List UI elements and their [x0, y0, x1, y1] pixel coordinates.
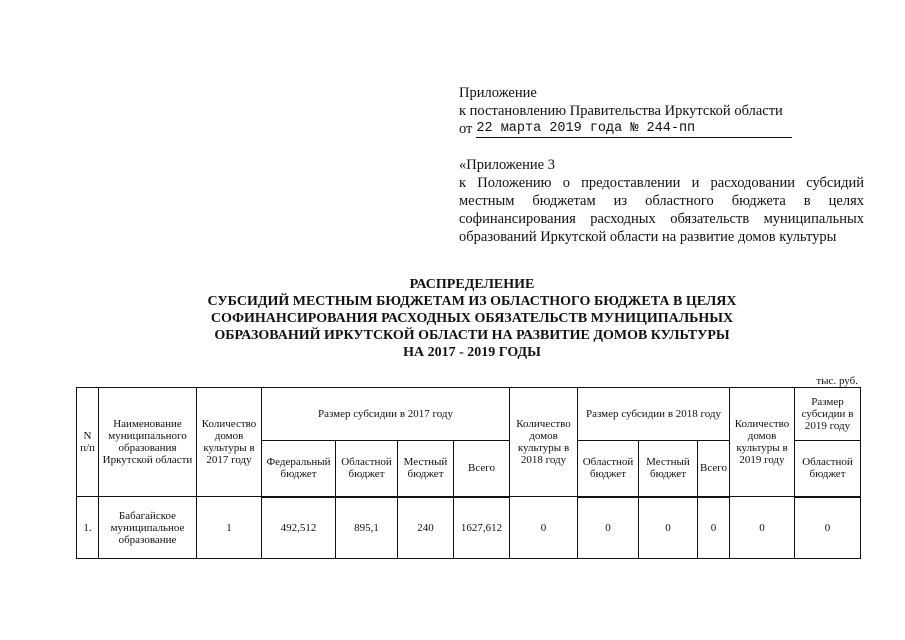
cell-regional-2017: 895,1	[336, 497, 398, 559]
cell-municipality: Бабагайское муниципальное образование	[99, 497, 197, 559]
cell-regional-2019: 0	[795, 497, 861, 559]
cell-count-2018: 0	[510, 497, 578, 559]
cell-local-2017: 240	[398, 497, 454, 559]
appendix-3-line: местным бюджетам из областного бюджета в целях	[459, 193, 864, 209]
title-line: ОБРАЗОВАНИЙ ИРКУТСКОЙ ОБЛАСТИ НА РАЗВИТИЕ ДОМОВ КУЛЬТУРЫ	[214, 328, 730, 343]
appendix-3-line: образований Иркутской области на развитие домов культуры	[459, 229, 837, 245]
appendix-date-line	[459, 120, 869, 138]
cell-count-2017: 1	[197, 497, 262, 559]
header-subsidy-2019: Размер субсидии в 2019 году	[795, 388, 861, 441]
decree-date: 22 марта 2019 года № 244-пп	[476, 121, 792, 138]
cell-regional-2018: 0	[578, 497, 639, 559]
table-row	[77, 497, 861, 559]
document-title	[120, 276, 824, 361]
header-regional-2017: Областной бюджет	[336, 441, 398, 497]
header-regional-2019: Областной бюджет	[795, 441, 861, 497]
title-line: СОФИНАНСИРОВАНИЯ РАСХОДНЫХ ОБЯЗАТЕЛЬСТВ МУНИЦИПАЛЬНЫХ	[210, 311, 734, 326]
header-total-2017: Всего	[454, 441, 510, 497]
date-prefix: от	[459, 121, 473, 137]
subsidy-table	[76, 387, 861, 559]
title-line: НА 2017 - 2019 ГОДЫ	[403, 345, 541, 360]
appendix-header	[459, 84, 869, 138]
cell-federal-2017: 492,512	[262, 497, 336, 559]
header-municipality: Наименование муниципального образования Иркутской области	[99, 388, 197, 497]
title-line: РАСПРЕДЕЛЕНИЕ	[409, 277, 535, 292]
header-total-2018: Всего	[698, 441, 730, 497]
appendix-3-line: к Положению о предоставлении и расходовании субсидий	[459, 175, 864, 191]
header-count-2019: Количество домов культуры в 2019 году	[730, 388, 795, 497]
header-num: N п/п	[77, 388, 99, 497]
cell-count-2019: 0	[730, 497, 795, 559]
appendix-decree-ref: к постановлению Правительства Иркутской области	[459, 103, 783, 119]
appendix-label: Приложение	[459, 85, 537, 101]
header-federal-2017: Федеральный бюджет	[262, 441, 336, 497]
header-subsidy-2017: Размер субсидии в 2017 году	[262, 388, 510, 441]
appendix-3-label: «Приложение 3	[459, 157, 555, 173]
header-regional-2018: Областной бюджет	[578, 441, 639, 497]
header-subsidy-2018: Размер субсидии в 2018 году	[578, 388, 730, 441]
appendix-3-line: софинансирования расходных обязательств муниципальных	[459, 211, 864, 227]
title-line: СУБСИДИЙ МЕСТНЫМ БЮДЖЕТАМ ИЗ ОБЛАСТНОГО БЮДЖЕТА В ЦЕЛЯХ	[207, 294, 737, 309]
cell-total-2018: 0	[698, 497, 730, 559]
header-local-2017: Местный бюджет	[398, 441, 454, 497]
header-count-2018: Количество домов культуры в 2018 году	[510, 388, 578, 497]
cell-local-2018: 0	[639, 497, 698, 559]
appendix-3-header	[459, 156, 864, 246]
header-local-2018: Местный бюджет	[639, 441, 698, 497]
cell-total-2017: 1627,612	[454, 497, 510, 559]
units-label: тыс. руб.	[816, 375, 858, 387]
header-count-2017: Количество домов культуры в 2017 году	[197, 388, 262, 497]
cell-num: 1.	[77, 497, 99, 559]
